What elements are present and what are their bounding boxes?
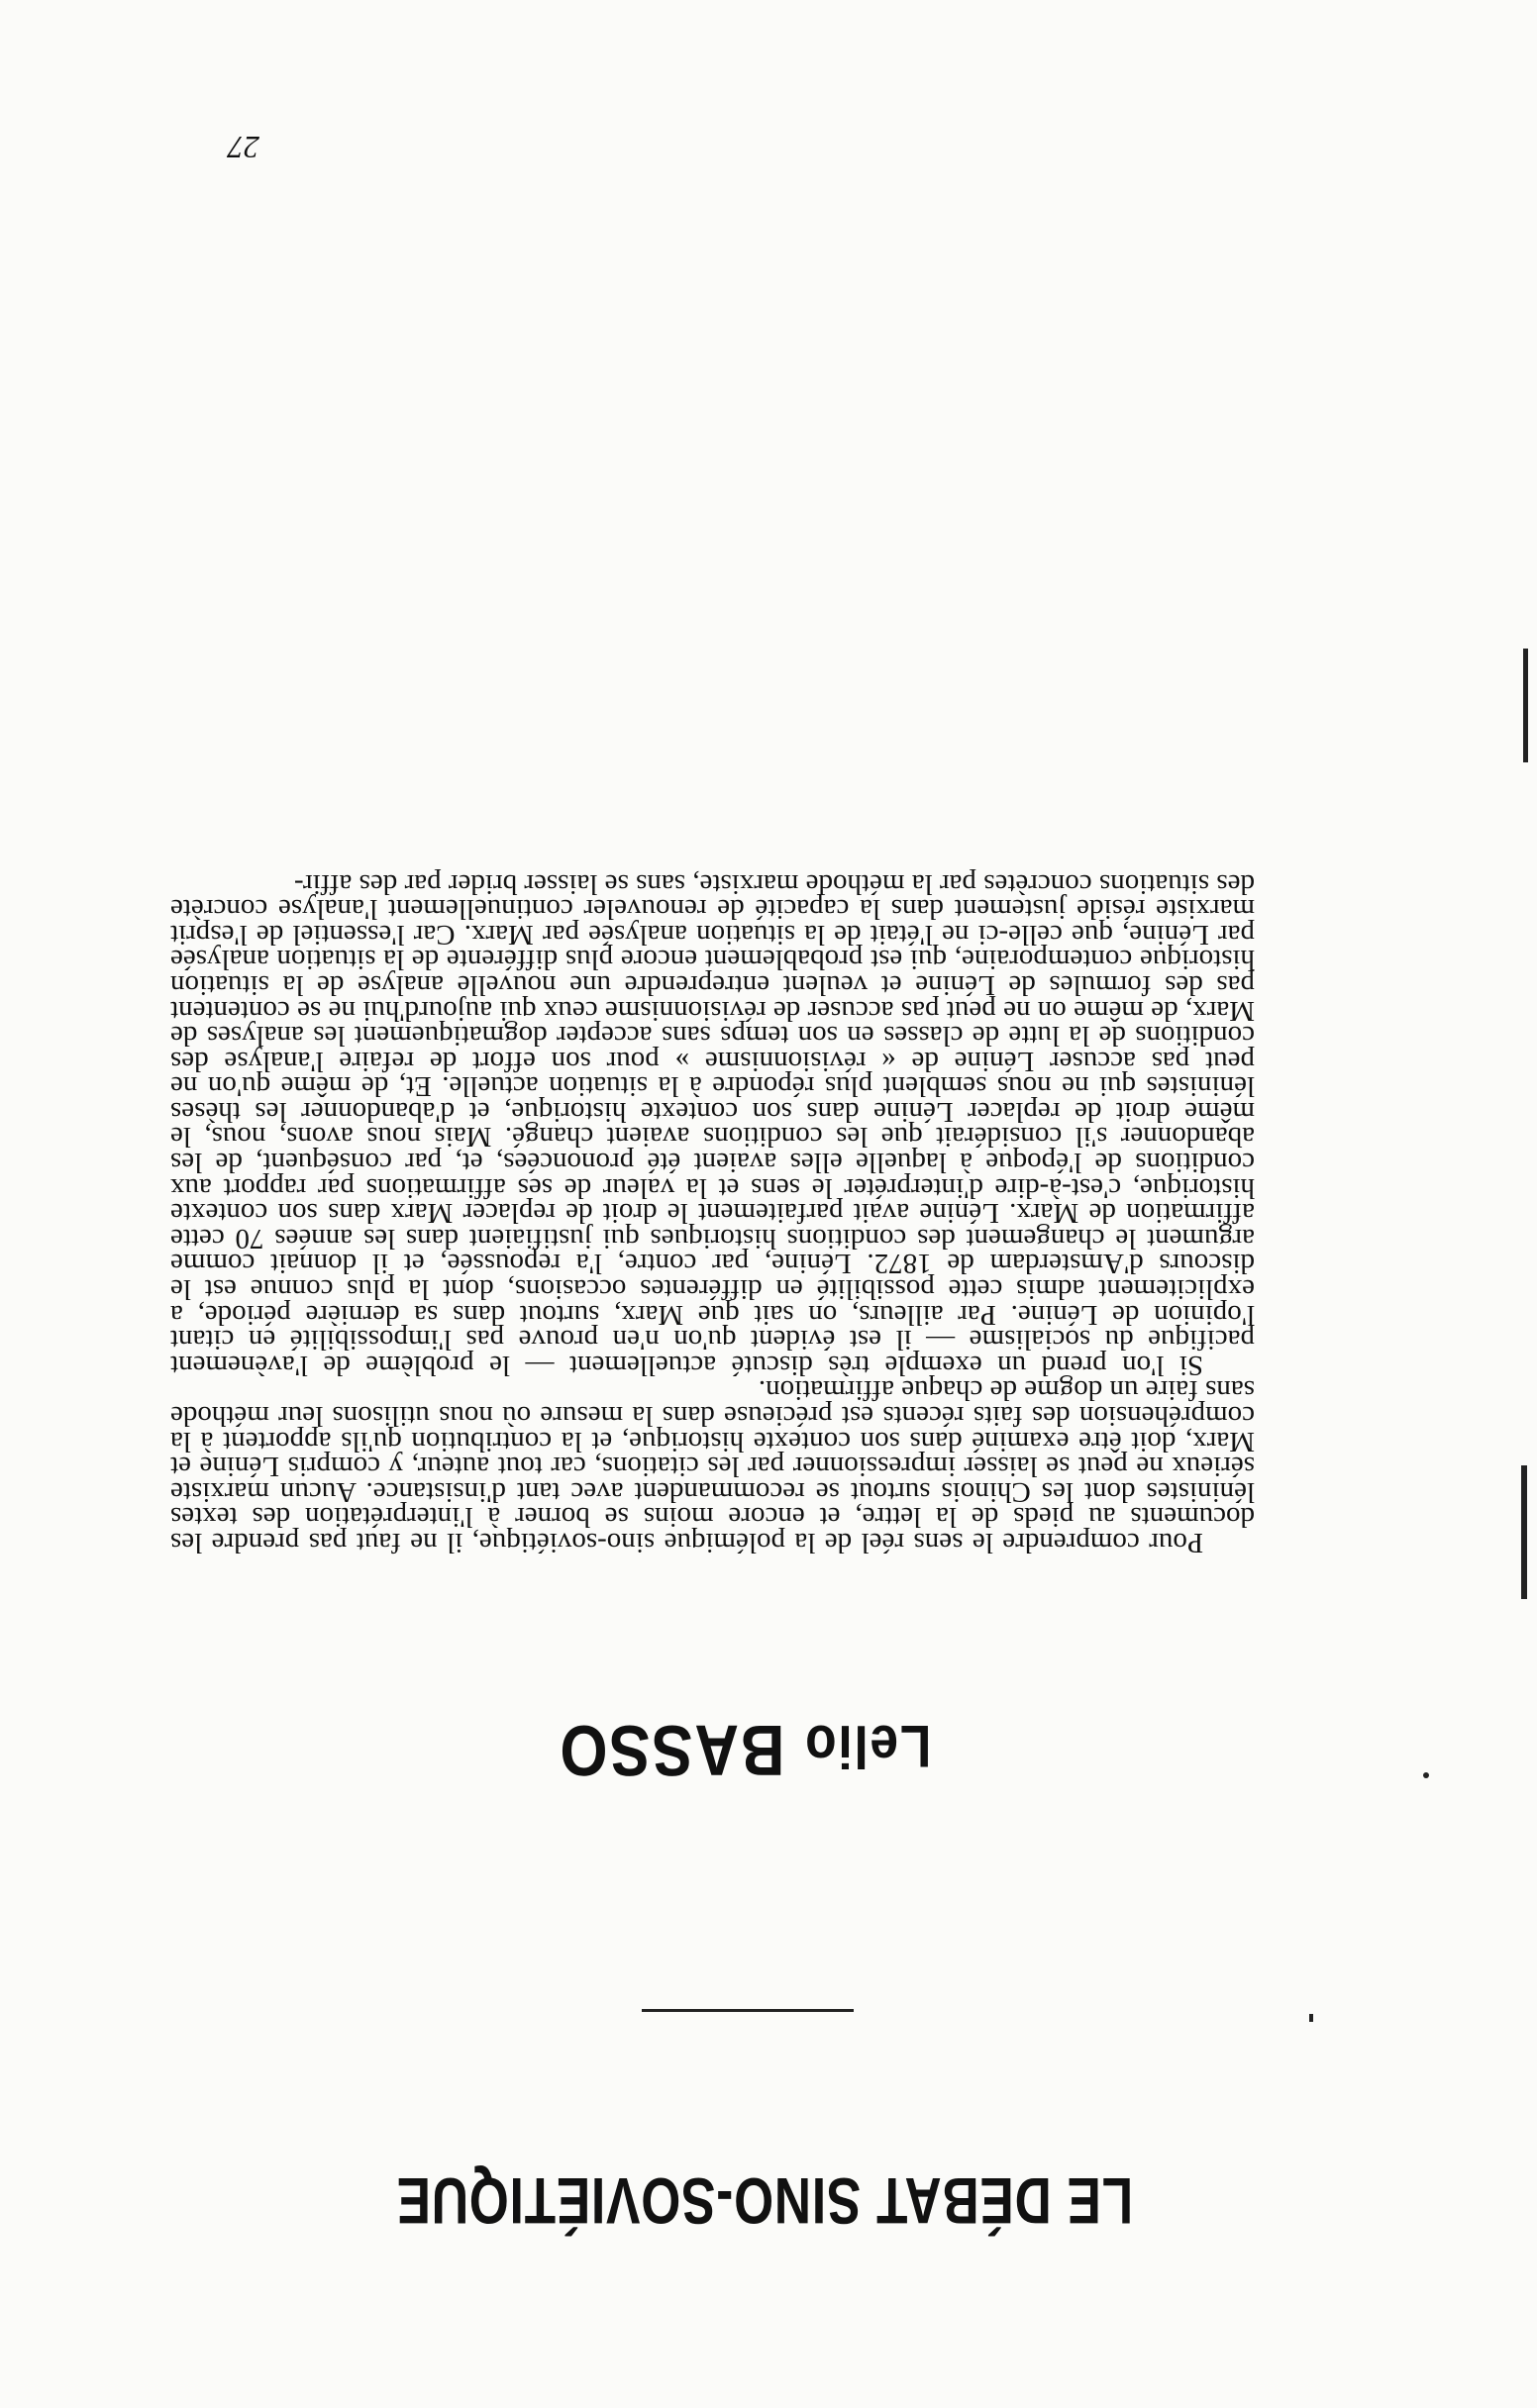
author-first-name: Lelio [803, 1713, 932, 1779]
scan-artifact [1523, 649, 1528, 762]
paragraph-2: Si l'on prend un exemple très discuté actuellement — le problème de l'avènement pacifique du socialisme — il est évident qu'on n'en prouve pas l'impossibilité en citant l'opinion de Lénine. Par ailleurs, on sait que Marx, surtout dans sa dernière période, a explicitement admis cette possibilité en différentes occasions, dont la plus connue est le discours d'Amsterdam de 1872. Lénine, par contre, l'a repoussée, et il donnait comme argument le changement des conditions historiques qui justifiaient dans les années 70 cette affirmation de Marx. Lénine avait parfaitement le droit de replacer Marx dans son contexte historique, c'est-à-dire d'interpréter le sens et la valeur de ses affirmations par rapport aux conditions de l'époque à laquelle elles avaient été prononcées, et, par conséquent, de les abandonner s'il considérait que les conditions avaient changé. Mais nous avons, nous, le même droit de replacer Lénine dans son contexte historique, et d'abandonner les thèses léninistes qui ne nous semblent plus répondre à la situation actuelle. Et, de même qu'on ne peut pas accuser Lénine de « révisionnisme » pour son effort de refaire l'analyse des conditions de la lutte de classes en son temps sans accepter dogmatiquement les analyses de Marx, de même on ne peut pas accuser de révisionnisme ceux qui aujourd'hui ne se contentent pas des formules de Lénine et veulent entreprendre une nouvelle analyse de la situation historique contemporaine, qui est probablement encore plus différente de la situation analysée par Lénine, que celle-ci ne l'était de la situation analysée par Marx. Car l'essentiel de l'esprit marxiste réside justement dans la capacité de renouveler continuellement l'analyse concrète des situations concrètes par la méthode marxiste, sans se laisser brider par des affir- [170, 867, 1255, 1381]
article-title: LE DÉBAT SINO-SOVIÉTIQUE [395, 2164, 1134, 2238]
article-body [170, 867, 1255, 1558]
page-number: 27 [228, 130, 259, 165]
scan-artifact [1309, 2014, 1313, 2022]
author-last-name: BASSO [558, 1710, 785, 1789]
paragraph-1: Pour comprendre le sens réel de la polémique sino-soviétique, il ne faut pas prendre les documents au pieds de la lettre, et encore moins se borner à l'interprétation des textes léninistes dont les Chinois surtout se recommandent avec tant d'insistance. Aucun marxiste sérieux ne peut se laisser impressionner par les citations, car tout auteur, y compris Lénine et Marx, doit être examiné dans son contexte historique, et la contribution qu'ils apportent à la compréhension des faits récents est précieuse dans la mesure où nous utilisons leur méthode sans faire un dogme de chaque affirmation. [170, 1374, 1255, 1558]
title-divider [642, 2009, 854, 2012]
scan-artifact [1521, 1465, 1527, 1599]
author-byline [361, 1709, 1128, 1790]
scan-artifact [1423, 1772, 1429, 1778]
